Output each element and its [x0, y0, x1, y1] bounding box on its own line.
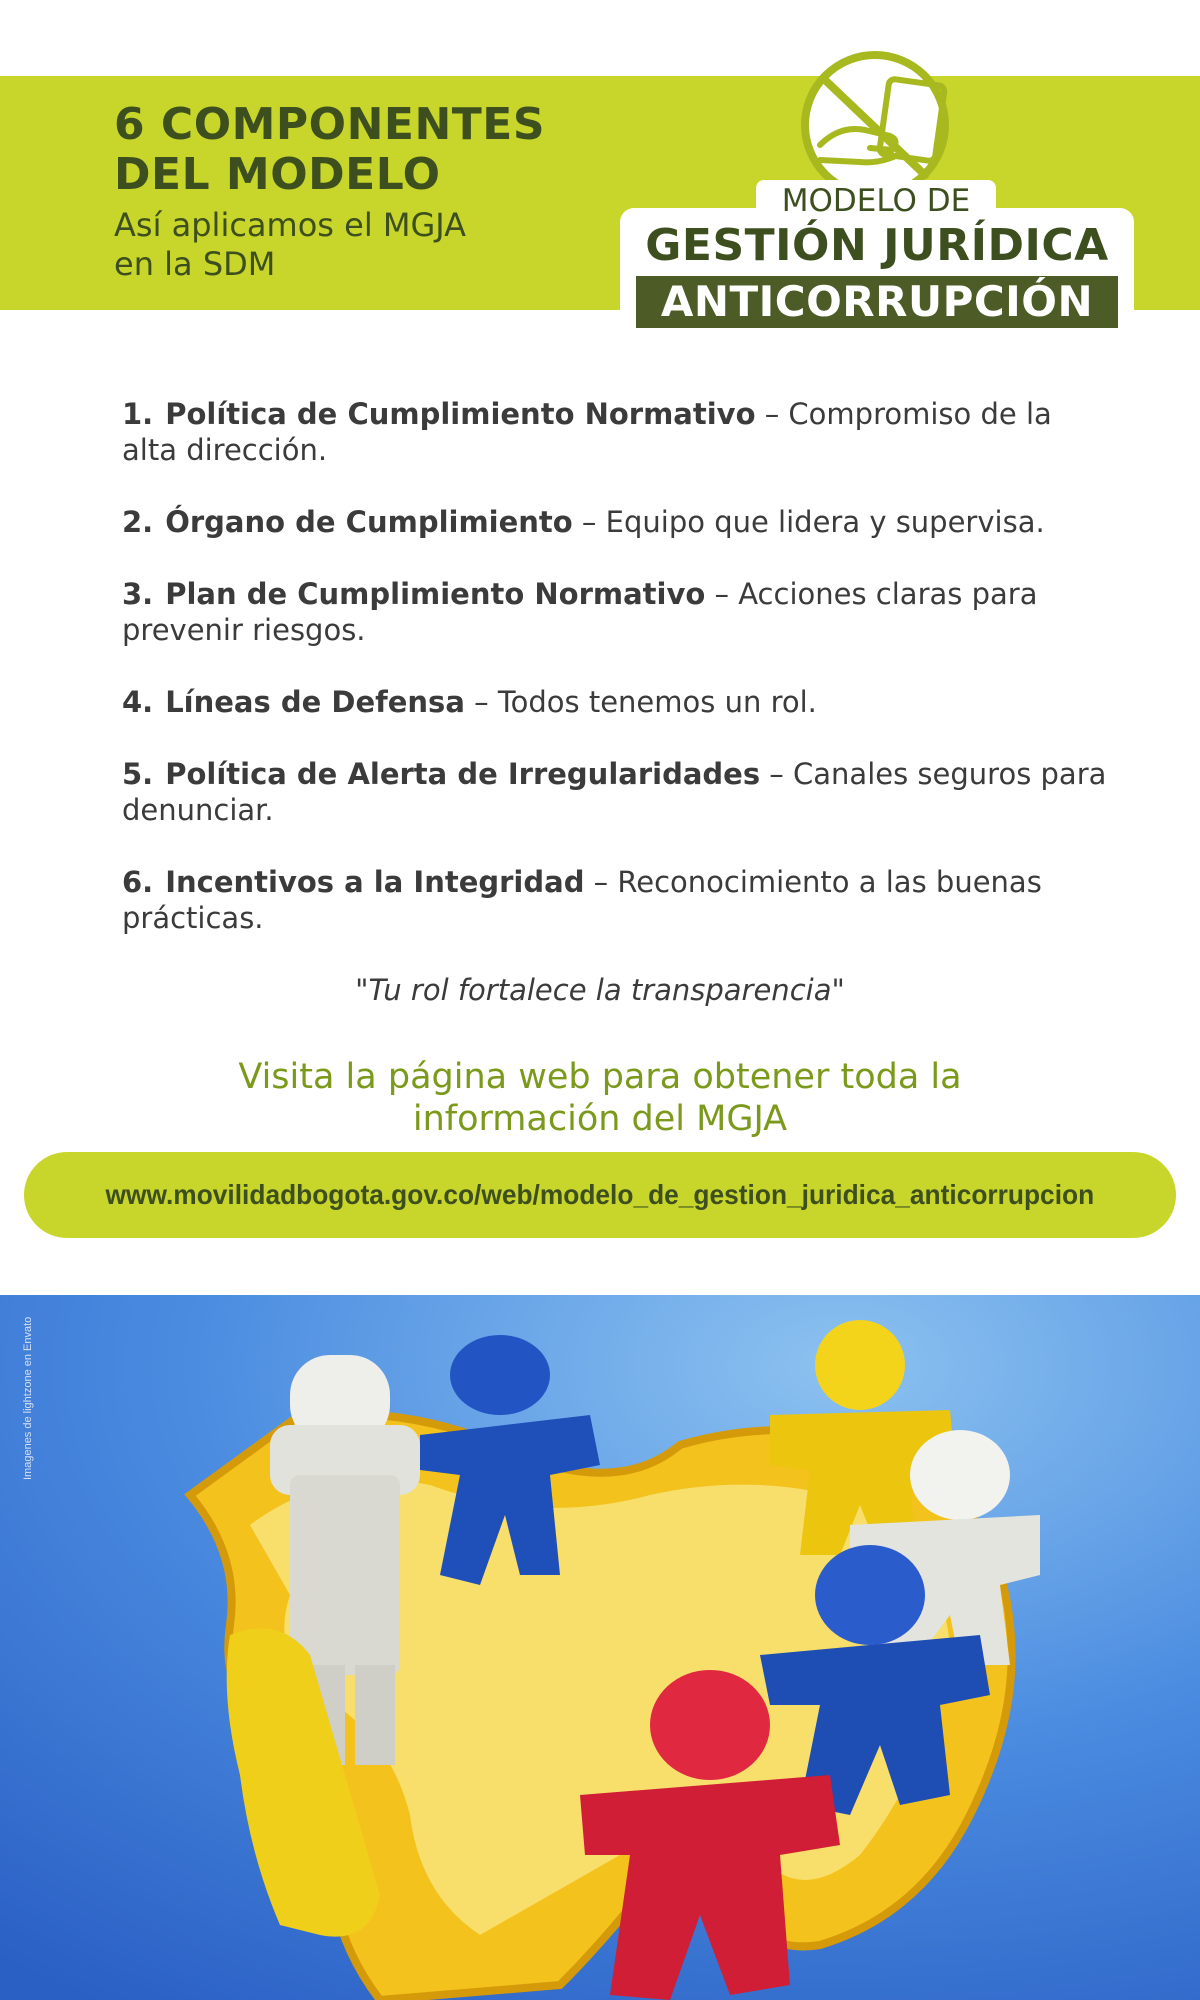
header-subtitle-line1: Así aplicamos el MGJA [114, 206, 467, 244]
photo-illustration [0, 1295, 1200, 2000]
logo-line2: GESTIÓN JURÍDICA [645, 220, 1109, 271]
visit-text [0, 1056, 1200, 1140]
component-number: 5. [122, 757, 154, 791]
website-link[interactable] [24, 1152, 1176, 1238]
photo-figures [0, 1295, 1200, 2000]
photo-credit: Imagenes de lightzone en Envato [22, 1316, 34, 1480]
component-item [122, 684, 1112, 720]
component-title: Órgano de Cumplimiento [165, 505, 573, 539]
no-bribery-icon [780, 50, 970, 200]
component-title: Plan de Cumplimiento Normativo [165, 577, 706, 611]
component-number: 4. [122, 685, 154, 719]
component-desc: – Acciones claras para prevenir riesgos. [122, 577, 1038, 647]
component-desc: – Canales seguros para denunciar. [122, 757, 1107, 827]
visit-line1: Visita la página web para obtener toda la [238, 1057, 962, 1097]
header-title-line2: DEL MODELO [114, 149, 441, 200]
component-desc: – Compromiso de la alta dirección. [122, 397, 1052, 467]
component-desc: – Equipo que lidera y supervisa. [572, 505, 1045, 539]
component-number: 3. [122, 577, 154, 611]
component-title: Política de Alerta de Irregularidades [165, 757, 761, 791]
component-number: 2. [122, 505, 154, 539]
component-item [122, 576, 1112, 648]
header-subtitle [114, 206, 634, 284]
component-title: Incentivos a la Integridad [165, 865, 585, 899]
component-number: 6. [122, 865, 154, 899]
logo-line3: ANTICORRUPCIÓN [636, 276, 1118, 328]
component-desc: – Todos tenemos un rol. [464, 685, 817, 719]
component-desc: – Reconocimiento a las buenas prácticas. [122, 865, 1042, 935]
header-subtitle-line2: en la SDM [114, 245, 276, 283]
logo-line1: MODELO DE [781, 183, 971, 219]
component-item [122, 864, 1112, 936]
component-number: 1. [122, 397, 154, 431]
header-title-line1: 6 COMPONENTES [114, 99, 546, 150]
component-item [122, 396, 1112, 468]
component-title: Líneas de Defensa [165, 685, 465, 719]
component-title: Política de Cumplimiento Normativo [165, 397, 756, 431]
components-list [122, 396, 1112, 972]
quote: "Tu rol fortalece la transparencia" [355, 973, 845, 1007]
website-url: www.movilidadbogota.gov.co/web/modelo_de_gestion_juridica_anticorrupcion [105, 1179, 1095, 1210]
component-item [122, 504, 1112, 540]
component-item [122, 756, 1112, 828]
visit-line2: información del MGJA [412, 1099, 788, 1139]
header-titles [114, 100, 634, 284]
